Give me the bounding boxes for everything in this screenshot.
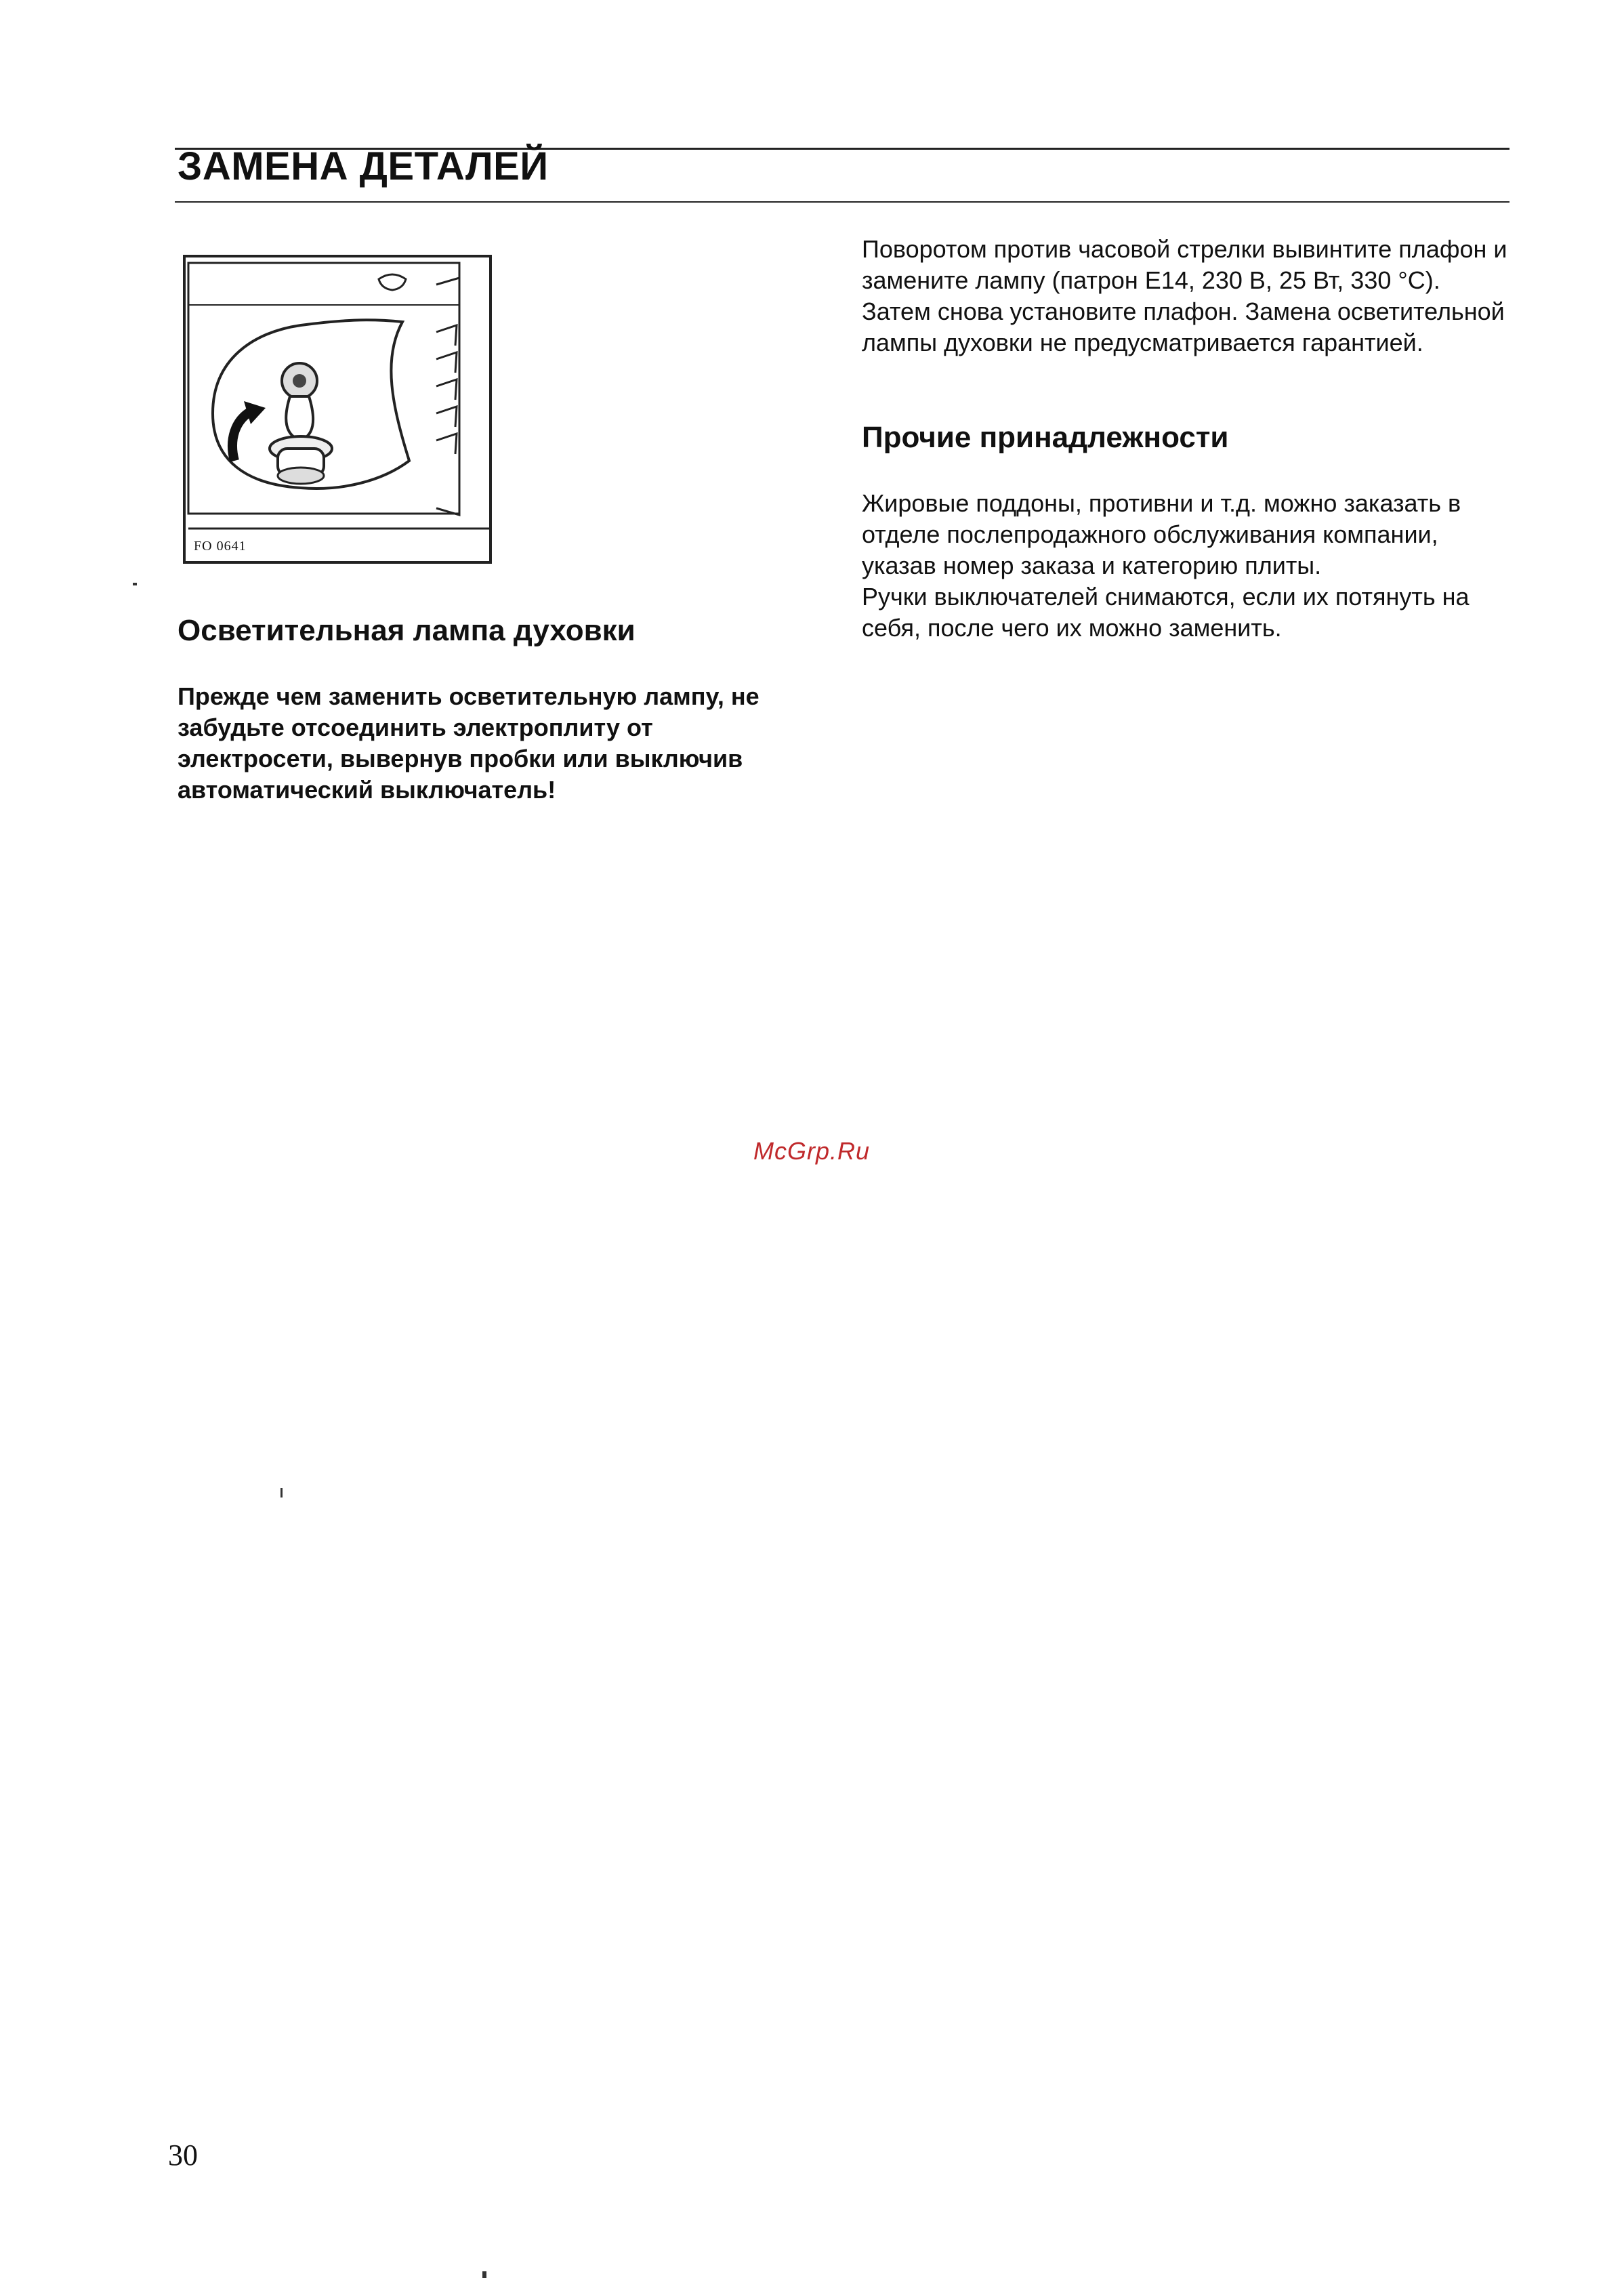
scan-speck — [280, 1488, 283, 1497]
page-number: 30 — [168, 2139, 198, 2172]
lamp-warning-text: Прежде чем заменить осветительную лампу, не забудьте отсоединить электроплиту от электросети, вывернув пробки или выключив автоматический выключатель! — [178, 682, 759, 804]
accessories-heading: Прочие принадлежности — [862, 421, 1229, 454]
accessories-text-block — [862, 488, 1512, 644]
figure-code: FO 0641 — [194, 539, 247, 554]
scan-speck — [133, 583, 137, 585]
watermark: McGrp.Ru — [753, 1137, 871, 1165]
lamp-section-heading: Осветительная лампа духовки — [178, 614, 636, 647]
page-title: ЗАМЕНА ДЕТАЛЕЙ — [178, 144, 549, 188]
lamp-instructions-text: Поворотом против часовой стрелки вывинтите плафон и замените лампу (патрон E14, 230 B, 25 Вт, 330 °C). Затем снова установите плафон. Замена осветительной лампы духовки не предусматривается гарантией. — [862, 235, 1507, 356]
accessories-order-text: Жировые поддоны, противни и т.д. можно заказать в отделе послепродажного обслуживания компании, указав номер заказа и категорию плиты. — [862, 489, 1461, 579]
oven-lamp-illustration-icon — [186, 257, 489, 561]
header-rule-bottom — [175, 201, 1510, 203]
scan-speck — [482, 2271, 486, 2278]
knobs-replacement-text: Ручки выключателей снимаются, если их потянуть на себя, после чего их можно заменить. — [862, 583, 1470, 642]
oven-lamp-figure — [183, 255, 492, 564]
